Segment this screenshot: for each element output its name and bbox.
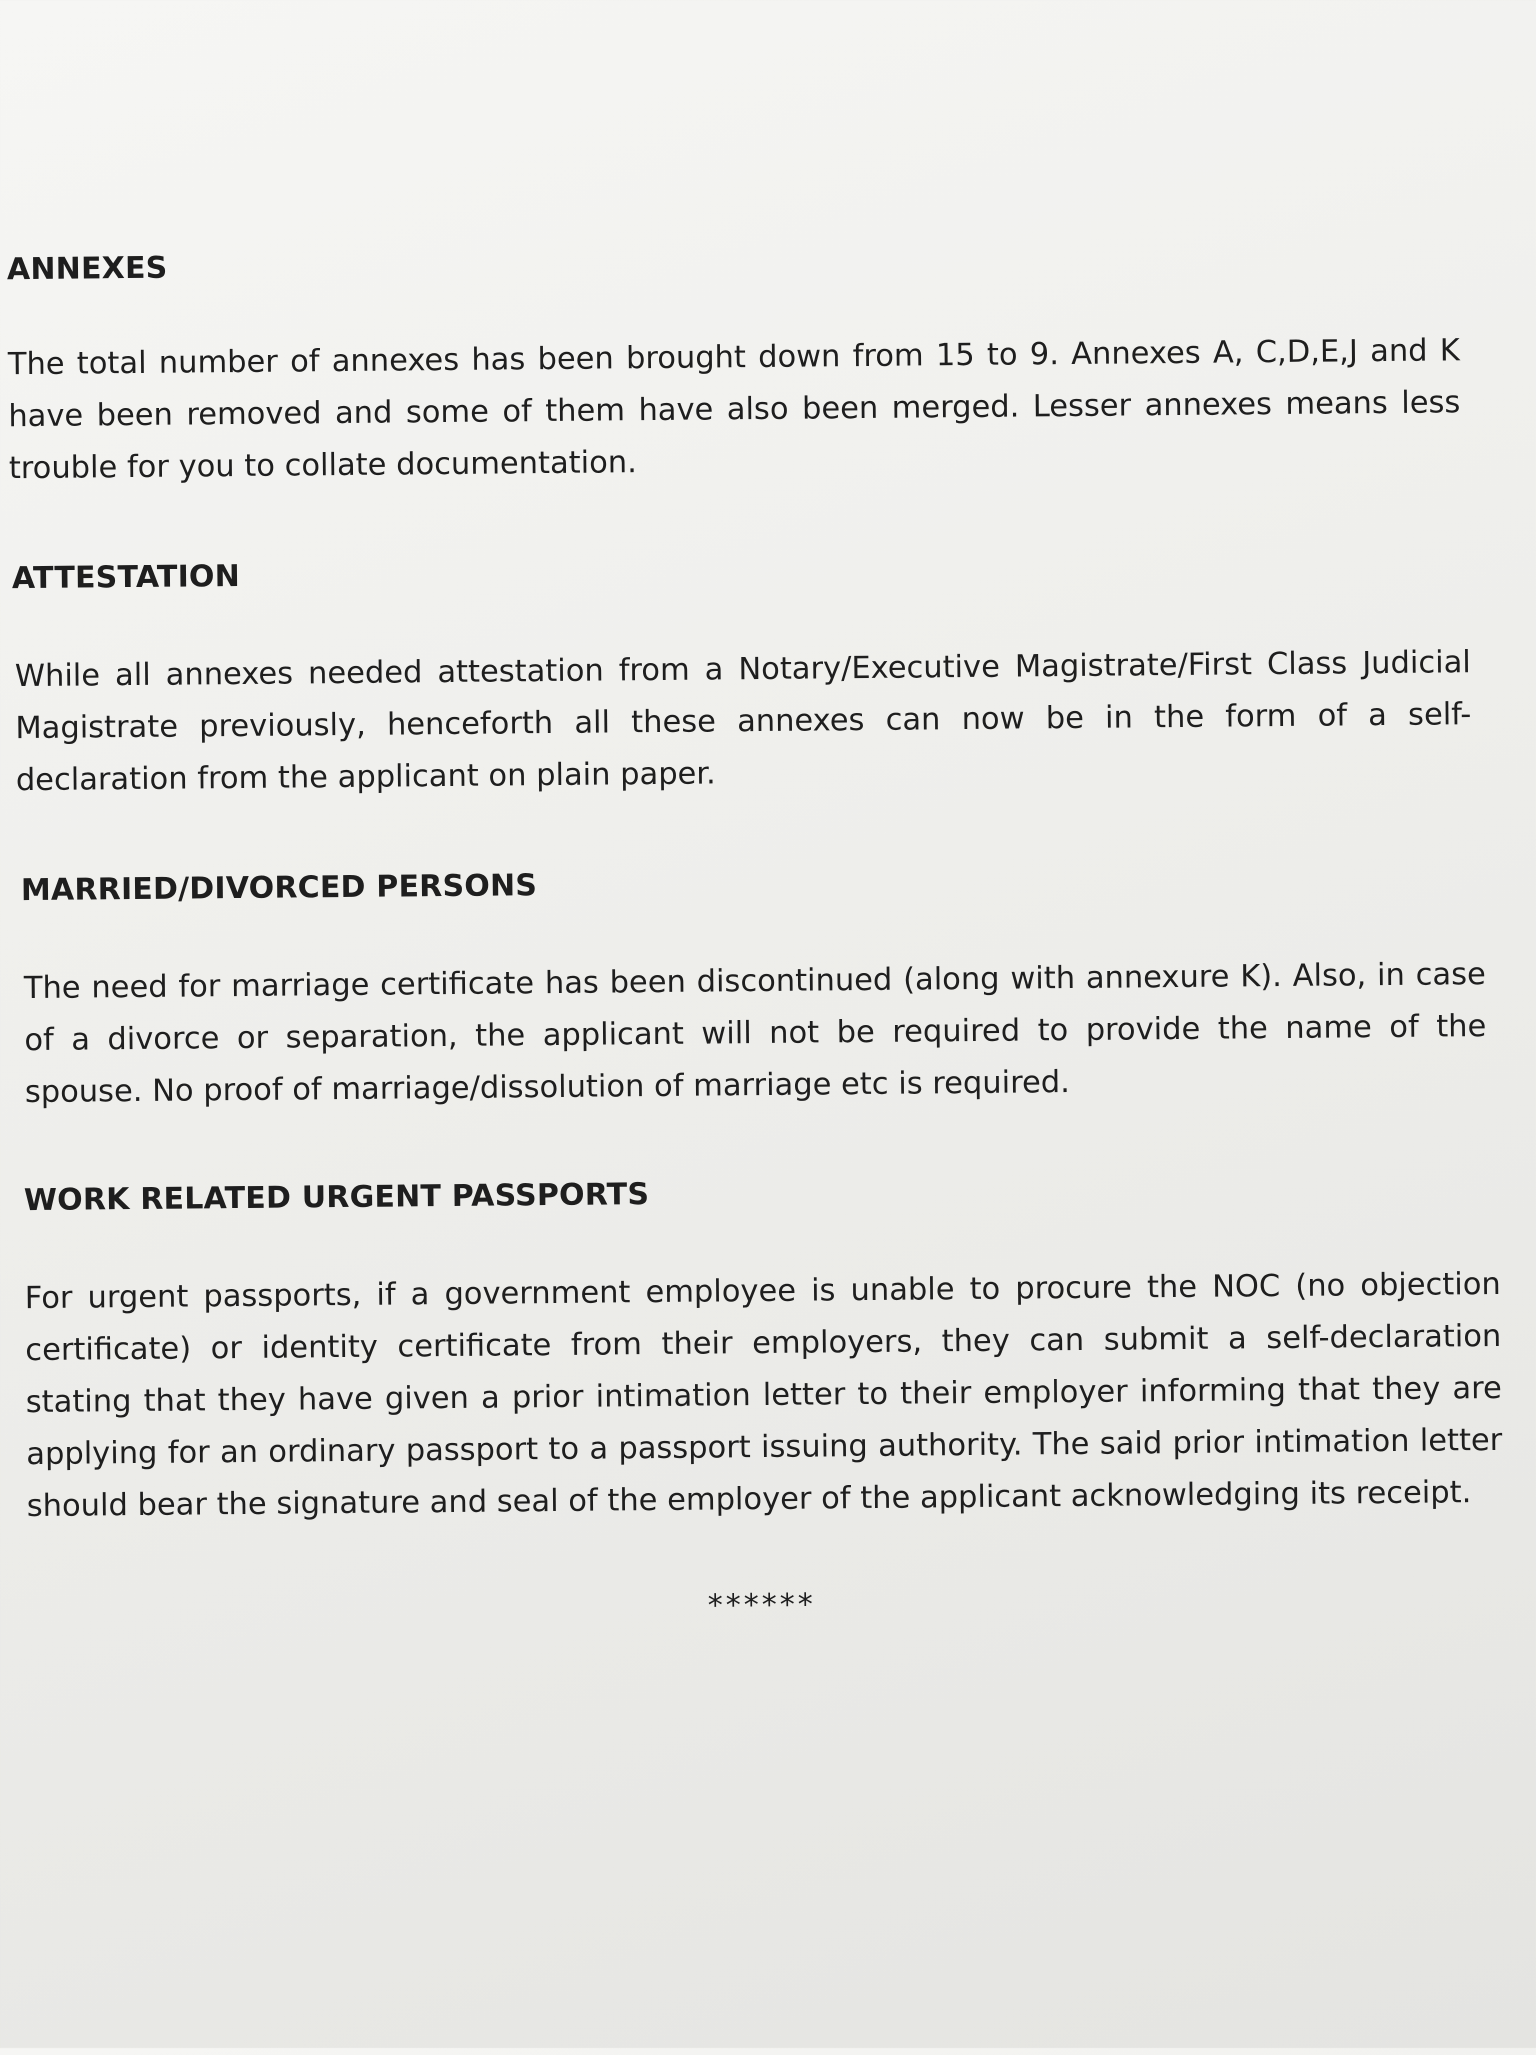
heading-work-related-urgent-passports: WORK RELATED URGENT PASSPORTS (23, 1177, 650, 1219)
paragraph-married-divorced: The need for marriage certificate has been discontinued (along with annexure K). Also, in case of a divorce or separation, the applicant will not be required to provide the name of the spouse. No proof of marriage/dissolution of marriage etc is required. (23, 957, 1487, 1111)
heading-attestation: ATTESTATION (11, 558, 241, 597)
paragraph-attestation: While all annexes needed attestation from a Notary/Executive Magistrate/First Class Judicial Magistrate previously, henceforth all these annexes can now be in the form of a self-declaration from the applicant on plain paper. (14, 645, 1472, 799)
heading-annexes: ANNEXES (6, 250, 168, 288)
paragraph-work-related-urgent-passports: For urgent passports, if a government employee is unable to procure the NOC (no objection certificate) or identity certificate from their employers, they can submit a self-declaration stating that they have given a prior intimation letter to their employer informing that they are applying for an ordinary passport to a passport issuing authority. The said prior intimation letter should bear the signature and seal of the employer of the applicant acknowledging its receipt. (24, 1266, 1503, 1525)
end-of-document-marker: ****** (707, 1587, 816, 1624)
heading-married-divorced: MARRIED/DIVORCED PERSONS (20, 868, 538, 909)
paragraph-annexes: The total number of annexes has been brought down from 15 to 9. Annexes A, C,D,E,J and K have been removed and some of them have also been merged. Lesser annexes means less trouble for you to collate documentation. (7, 333, 1461, 487)
